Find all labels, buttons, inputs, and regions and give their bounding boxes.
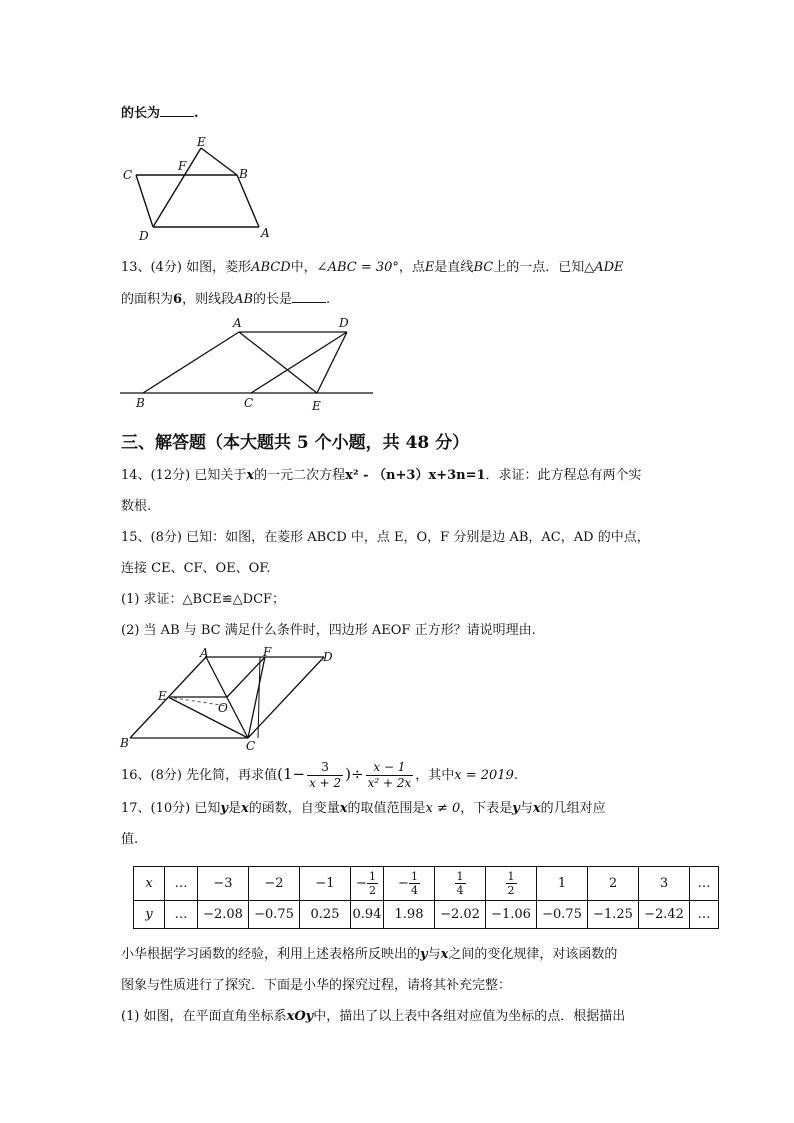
figure-1: [115, 135, 285, 245]
q13-line-1: 13、(4分) 如图，菱形ABCD中，∠ABC = 30°，点E是直线BC上的一点．已知△ADE: [121, 260, 624, 275]
fig3-label-e: E: [158, 689, 167, 703]
section-heading: 三、解答题（本大题共 5 个小题，共 48 分）: [121, 433, 470, 453]
after-table-line-3: (1) 如图，在平面直角坐标系xOy中，描出了以上表中各组对应值为坐标的点．根据描出: [121, 1009, 626, 1024]
fig1-segment-ba: [237, 175, 259, 227]
table-cell: 2: [588, 867, 639, 901]
table-header-y: y: [134, 901, 165, 929]
table-cell: −2.08: [198, 901, 249, 929]
fig2-label-d: D: [339, 316, 349, 330]
fig1-segment-cd: [136, 175, 153, 227]
q16-fraction-2: $\frac{x - 1}{\text{x² + 2x}}$: [367, 760, 412, 790]
table-cell: 0.94: [351, 901, 384, 929]
table-cell-fraction: $\frac{1}{4}$: [435, 867, 486, 901]
table-cell: …: [690, 901, 719, 929]
figure-2: [115, 313, 380, 415]
fig3-label-o: O: [218, 701, 228, 715]
intro-text: 的长为: [121, 106, 161, 121]
table-cell-fraction: − $\frac{1}{2}$: [351, 867, 384, 901]
fig1-label-a: A: [261, 226, 270, 240]
table-cell: −0.75: [537, 901, 588, 929]
table-cell: 1: [537, 867, 588, 901]
fig3-label-d: D: [323, 650, 333, 664]
q15-line-2: 连接 CE、CF、OE、OF.: [121, 561, 271, 576]
q14-line-2: 数根.: [121, 499, 152, 514]
q17-line-2: 值.: [121, 832, 139, 847]
fig3-label-b: B: [120, 736, 129, 750]
table-cell: −2.02: [435, 901, 486, 929]
table-cell: 1.98: [384, 901, 435, 929]
table-cell-fraction: $\frac{1}{2}$: [486, 867, 537, 901]
values-table: [133, 866, 719, 929]
table-cell: −3: [198, 867, 249, 901]
fig2-segment-ae: [239, 332, 317, 393]
table-cell: −1.06: [486, 901, 537, 929]
fig1-label-c: C: [123, 168, 133, 182]
fig3-label-f: F: [263, 646, 272, 659]
after-table-line-2: 图象与性质进行了探究．下面是小华的探究过程，请将其补充完整：: [121, 978, 512, 993]
q16-fraction-1: $\frac{3}{x + 2}$: [309, 760, 342, 790]
table-cell: …: [165, 901, 198, 929]
fig2-label-c: C: [244, 396, 254, 410]
q15-part-1: (1) 求证：△BCE≌△DCF；: [121, 592, 286, 607]
fig3-segment-ce: [168, 697, 248, 738]
fig1-label-b: B: [239, 167, 248, 181]
answer-blank: [292, 290, 326, 303]
table-cell: …: [690, 867, 719, 901]
fig1-segment-de: [153, 148, 201, 227]
figure-3: [118, 646, 338, 754]
fig2-segment-ba: [143, 332, 239, 393]
table-cell: 3: [639, 867, 690, 901]
answer-blank: [160, 104, 194, 117]
fig3-label-a: A: [200, 646, 209, 660]
table-cell: −1.25: [588, 901, 639, 929]
intro-line: 的长为 .: [121, 106, 199, 121]
table-row-y: [134, 901, 719, 929]
q15-part-2: (2) 当 AB 与 BC 满足什么条件时，四边形 AEOF 正方形？请说明理由.: [121, 623, 536, 638]
table-row-x: [134, 867, 719, 901]
table-cell: −1: [300, 867, 351, 901]
table-cell: −0.75: [249, 901, 300, 929]
fig1-segment-eb: [201, 148, 237, 175]
q16-line: 16、(8分) 先化简，再求值(1− $\frac{3}{x + 2}$ )÷ $\frac{x - 1}{\text{x² + 2x}}$ ，其中x = 2019.: [121, 760, 518, 790]
q17-line-1: 17、(10分) 已知y是x的函数，自变量x的取值范围是x ≠ 0，下表是y与x的几组对应: [121, 801, 606, 816]
fig1-label-d: D: [139, 229, 149, 243]
table-cell: −2.42: [639, 901, 690, 929]
table-cell: −2: [249, 867, 300, 901]
fig2-label-a: A: [233, 316, 242, 330]
table-header-x: x: [134, 867, 165, 901]
table-cell-fraction: − $\frac{1}{4}$: [384, 867, 435, 901]
table-cell: …: [165, 867, 198, 901]
q15-line-1: 15、(8分) 已知：如图，在菱形 ABCD 中，点 E，O，F 分别是边 AB，AC，AD 的中点，: [121, 530, 650, 545]
after-table-line-1: 小华根据学习函数的经验，利用上述表格所反映出的y与x之间的变化规律，对该函数的: [121, 947, 618, 962]
q13-line-2: 的面积为6，则线段AB的长是 .: [121, 292, 331, 307]
fig1-label-f: F: [178, 159, 187, 173]
fig1-label-e: E: [197, 135, 206, 149]
fig2-label-b: B: [136, 396, 145, 410]
q14-line-1: 14、(12分) 已知关于x的一元二次方程x² - （n+3）x+3n=1．求证：此方程总有两个实: [121, 468, 642, 483]
fig3-segment-cf: [248, 657, 265, 738]
fig2-label-e: E: [312, 399, 321, 413]
table-cell: 0.25: [300, 901, 351, 929]
fig3-label-c: C: [246, 739, 256, 753]
